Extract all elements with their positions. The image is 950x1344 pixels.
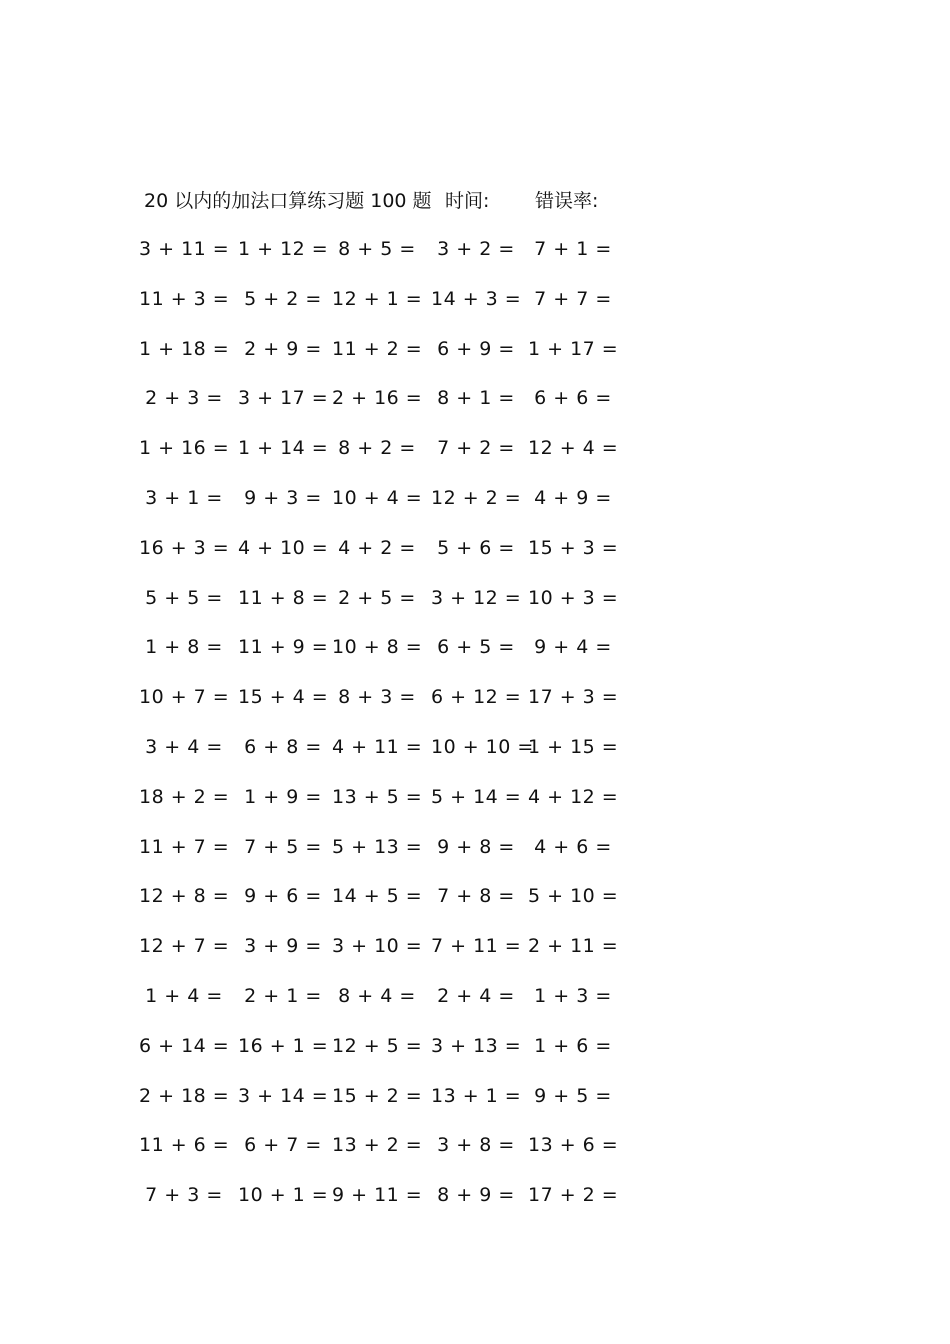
problem-item: 1 + 4 = (145, 984, 223, 1007)
problem-item: 15 + 3 = (528, 536, 619, 559)
problem-item: 13 + 1 = (431, 1084, 522, 1107)
problem-item: 3 + 4 = (145, 735, 223, 758)
problem-row (0, 1180, 950, 1230)
problem-item: 9 + 5 = (534, 1084, 612, 1107)
problem-item: 14 + 5 = (332, 885, 423, 908)
problem-item: 2 + 1 = (244, 984, 322, 1007)
problem-item: 4 + 10 = (238, 536, 329, 559)
problem-item: 11 + 6 = (139, 1134, 230, 1157)
problem-item: 18 + 2 = (139, 785, 230, 808)
problem-item: 6 + 6 = (534, 387, 612, 410)
problem-item: 8 + 5 = (338, 238, 416, 260)
problem-item: 12 + 8 = (139, 885, 230, 908)
problem-item: 7 + 8 = (437, 885, 515, 908)
problem-row (0, 732, 950, 782)
problem-item: 5 + 6 = (437, 536, 515, 559)
problem-item: 5 + 14 = (431, 785, 522, 808)
problem-item: 3 + 10 = (332, 935, 423, 958)
problem-item: 9 + 4 = (534, 636, 612, 659)
problem-item: 8 + 3 = (338, 686, 416, 709)
problem-item: 4 + 9 = (534, 486, 612, 509)
problem-row (0, 583, 950, 633)
problem-item: 12 + 7 = (139, 935, 230, 958)
problem-row (0, 832, 950, 882)
problem-item: 5 + 10 = (528, 885, 619, 908)
problem-item: 5 + 5 = (145, 586, 223, 609)
problem-row (0, 682, 950, 732)
problem-item: 3 + 8 = (437, 1134, 515, 1157)
problem-row (0, 881, 950, 931)
problem-item: 7 + 11 = (431, 935, 522, 958)
problem-item: 1 + 18 = (139, 337, 230, 360)
problem-item: 3 + 9 = (244, 935, 322, 958)
problem-item: 15 + 4 = (238, 686, 329, 709)
problem-item: 3 + 2 = (437, 238, 515, 260)
problem-item: 12 + 5 = (332, 1034, 423, 1057)
problem-item: 17 + 3 = (528, 686, 619, 709)
problem-item: 10 + 4 = (332, 486, 423, 509)
problem-item: 10 + 7 = (139, 686, 230, 709)
problem-item: 1 + 3 = (534, 984, 612, 1007)
problem-item: 13 + 6 = (528, 1134, 619, 1157)
problem-item: 13 + 2 = (332, 1134, 423, 1157)
problem-item: 4 + 11 = (332, 735, 423, 758)
problem-item: 9 + 3 = (244, 486, 322, 509)
problem-row (0, 383, 950, 433)
problem-item: 10 + 3 = (528, 586, 619, 609)
problem-row (0, 483, 950, 533)
problem-row (0, 1031, 950, 1081)
problem-item: 10 + 8 = (332, 636, 423, 659)
problem-item: 14 + 3 = (431, 287, 522, 310)
problem-row (0, 334, 950, 384)
problem-item: 3 + 14 = (238, 1084, 329, 1107)
problem-item: 1 + 12 = (238, 238, 329, 260)
problem-item: 4 + 6 = (534, 835, 612, 858)
problem-item: 3 + 17 = (238, 387, 329, 410)
problem-item: 12 + 1 = (332, 287, 423, 310)
problem-item: 6 + 8 = (244, 735, 322, 758)
problem-row (0, 433, 950, 483)
problem-item: 7 + 7 = (534, 287, 612, 310)
problem-item: 2 + 9 = (244, 337, 322, 360)
problem-item: 4 + 12 = (528, 785, 619, 808)
problem-item: 7 + 2 = (437, 437, 515, 460)
problem-row (0, 284, 950, 334)
problem-item: 1 + 6 = (534, 1034, 612, 1057)
problem-item: 1 + 8 = (145, 636, 223, 659)
worksheet-title: 20 以内的加法口算练习题 100 题 (144, 190, 432, 212)
problem-item: 9 + 6 = (244, 885, 322, 908)
problem-grid (0, 234, 950, 1230)
problem-item: 13 + 5 = (332, 785, 423, 808)
problem-item: 2 + 18 = (139, 1084, 230, 1107)
problem-item: 9 + 8 = (437, 835, 515, 858)
problem-item: 9 + 11 = (332, 1184, 423, 1207)
problem-item: 1 + 15 = (528, 735, 619, 758)
problem-item: 3 + 11 = (139, 238, 230, 260)
error-rate-label: 错误率: (535, 190, 599, 212)
time-label: 时间: (445, 190, 490, 212)
problem-item: 1 + 17 = (528, 337, 619, 360)
problem-row (0, 931, 950, 981)
problem-item: 2 + 5 = (338, 586, 416, 609)
worksheet-header (0, 186, 950, 216)
problem-item: 8 + 2 = (338, 437, 416, 460)
problem-item: 7 + 1 = (534, 238, 612, 260)
problem-item: 6 + 14 = (139, 1034, 230, 1057)
problem-item: 3 + 12 = (431, 586, 522, 609)
problem-item: 11 + 8 = (238, 586, 329, 609)
problem-item: 16 + 3 = (139, 536, 230, 559)
problem-item: 11 + 2 = (332, 337, 423, 360)
problem-item: 8 + 4 = (338, 984, 416, 1007)
problem-row (0, 632, 950, 682)
problem-item: 11 + 9 = (238, 636, 329, 659)
problem-item: 10 + 1 = (238, 1184, 329, 1207)
problem-item: 4 + 2 = (338, 536, 416, 559)
problem-item: 7 + 3 = (145, 1184, 223, 1207)
problem-item: 6 + 5 = (437, 636, 515, 659)
problem-item: 5 + 2 = (244, 287, 322, 310)
problem-item: 2 + 11 = (528, 935, 619, 958)
problem-item: 15 + 2 = (332, 1084, 423, 1107)
problem-item: 1 + 9 = (244, 785, 322, 808)
problem-item: 3 + 1 = (145, 486, 223, 509)
problem-item: 8 + 1 = (437, 387, 515, 410)
problem-item: 16 + 1 = (238, 1034, 329, 1057)
problem-item: 6 + 7 = (244, 1134, 322, 1157)
problem-item: 3 + 13 = (431, 1034, 522, 1057)
problem-item: 12 + 4 = (528, 437, 619, 460)
problem-item: 12 + 2 = (431, 486, 522, 509)
problem-item: 10 + 10 = (431, 735, 534, 758)
problem-row (0, 1081, 950, 1131)
problem-item: 2 + 16 = (332, 387, 423, 410)
problem-row (0, 234, 950, 284)
problem-item: 2 + 4 = (437, 984, 515, 1007)
problem-item: 11 + 3 = (139, 287, 230, 310)
problem-row (0, 981, 950, 1031)
problem-row (0, 782, 950, 832)
problem-row (0, 533, 950, 583)
problem-item: 11 + 7 = (139, 835, 230, 858)
problem-item: 5 + 13 = (332, 835, 423, 858)
problem-item: 1 + 14 = (238, 437, 329, 460)
problem-row (0, 1130, 950, 1180)
problem-item: 7 + 5 = (244, 835, 322, 858)
problem-item: 1 + 16 = (139, 437, 230, 460)
problem-item: 2 + 3 = (145, 387, 223, 410)
problem-item: 17 + 2 = (528, 1184, 619, 1207)
problem-item: 6 + 9 = (437, 337, 515, 360)
problem-item: 8 + 9 = (437, 1184, 515, 1207)
problem-item: 6 + 12 = (431, 686, 522, 709)
